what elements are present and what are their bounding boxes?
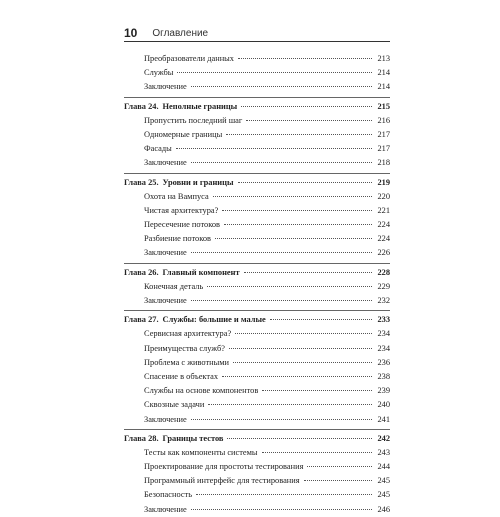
toc-entry-title: Заключение xyxy=(144,504,187,514)
toc-entry[interactable] xyxy=(124,114,390,128)
dot-leader xyxy=(307,466,372,467)
toc-entry-title: Одномерные границы xyxy=(144,129,223,139)
toc-entry[interactable] xyxy=(124,460,390,474)
chapter-title: Уровни и границы xyxy=(162,177,234,187)
dot-leader xyxy=(227,438,372,439)
toc-entry[interactable] xyxy=(124,294,390,308)
toc-entry-title: Службы на основе компонентов xyxy=(144,386,259,396)
toc-entry-title: Заключение xyxy=(144,158,187,168)
toc-entry[interactable] xyxy=(124,232,390,246)
chapter-label: Глава 24. xyxy=(124,101,159,111)
toc-chapter-28 xyxy=(124,429,390,517)
dot-leader xyxy=(262,452,372,453)
dot-leader xyxy=(246,120,372,121)
toc-chapter-24 xyxy=(124,97,390,171)
toc-entry-title: Программный интерфейс для тестирования xyxy=(144,476,300,486)
running-title: Оглавление xyxy=(152,28,209,39)
chapter-label: Глава 25. xyxy=(124,177,159,187)
toc-entry[interactable] xyxy=(124,156,390,170)
toc-entry[interactable] xyxy=(124,204,390,218)
chapter-title: Главный компонент xyxy=(162,267,240,277)
chapter-label: Глава 26. xyxy=(124,267,159,277)
table-of-contents xyxy=(124,52,390,517)
dot-leader xyxy=(270,319,372,320)
toc-entry[interactable] xyxy=(124,128,390,142)
toc-entry-page: 236 xyxy=(377,357,390,367)
dot-leader xyxy=(244,272,372,273)
dot-leader xyxy=(191,252,372,253)
toc-entry-page: 238 xyxy=(377,371,390,381)
toc-entry-page: 224 xyxy=(377,220,390,230)
toc-entry-title: Безопасность xyxy=(144,490,193,500)
toc-entry-page: 245 xyxy=(377,490,390,500)
chapter-page: 242 xyxy=(377,433,390,443)
dot-leader xyxy=(191,86,372,87)
toc-entry-page: 246 xyxy=(377,504,390,514)
chapter-title: Неполные границы xyxy=(162,101,238,111)
toc-entry-title: Разбиение потоков xyxy=(144,234,211,244)
toc-entry[interactable] xyxy=(124,356,390,370)
dot-leader xyxy=(222,210,372,211)
toc-entry-page: 244 xyxy=(377,462,390,472)
toc-entry-page: 226 xyxy=(377,248,390,258)
dot-leader xyxy=(215,238,372,239)
toc-entry-page: 217 xyxy=(377,144,390,154)
toc-entry[interactable] xyxy=(124,342,390,356)
dot-leader xyxy=(233,362,372,363)
toc-entry-page: 243 xyxy=(377,447,390,457)
toc-entry[interactable] xyxy=(124,80,390,94)
chapter-heading[interactable] xyxy=(124,313,390,327)
toc-entry-title: Заключение xyxy=(144,296,187,305)
dot-leader xyxy=(208,404,372,405)
toc-entry-title: Проблема с животными xyxy=(144,357,230,367)
toc-entry-page: 221 xyxy=(377,205,390,215)
toc-entry-title: Заключение xyxy=(144,82,187,92)
toc-entry-page: 217 xyxy=(377,129,390,139)
dot-leader xyxy=(177,72,372,73)
dot-leader xyxy=(196,494,372,495)
toc-entry-page: 240 xyxy=(377,400,390,410)
dot-leader xyxy=(238,58,372,59)
toc-entry-page: 216 xyxy=(377,115,390,125)
dot-leader xyxy=(176,148,372,149)
toc-entry-title: Заключение xyxy=(144,414,187,424)
toc-entry[interactable] xyxy=(124,190,390,204)
toc-entry-title: Конечная деталь xyxy=(144,281,204,291)
chapter-page: 215 xyxy=(377,101,390,111)
toc-entry-title: Заключение xyxy=(144,248,187,258)
toc-chapter-27 xyxy=(124,310,390,427)
chapter-heading[interactable] xyxy=(124,176,390,190)
toc-entry-title: Преимущества служб? xyxy=(144,343,225,353)
dot-leader xyxy=(191,300,372,301)
toc-entry-title: Тесты как компоненты системы xyxy=(144,447,258,457)
dot-leader xyxy=(207,286,372,287)
toc-entry[interactable] xyxy=(124,52,390,66)
toc-chapter-26 xyxy=(124,263,390,309)
dot-leader xyxy=(191,509,372,510)
chapter-heading[interactable] xyxy=(124,432,390,446)
toc-entry[interactable] xyxy=(124,246,390,260)
toc-section-continued xyxy=(124,52,390,95)
toc-entry-page: 239 xyxy=(377,386,390,396)
toc-entry-page: 232 xyxy=(377,296,390,305)
toc-entry[interactable] xyxy=(124,327,390,341)
chapter-title: Границы тестов xyxy=(162,433,224,443)
page-header xyxy=(124,27,390,42)
toc-entry-page: 213 xyxy=(377,54,390,63)
toc-chapter-25 xyxy=(124,173,390,261)
toc-entry-page: 241 xyxy=(377,414,390,424)
toc-entry-page: 220 xyxy=(377,191,390,201)
toc-entry[interactable] xyxy=(124,446,390,460)
toc-entry-title: Пропустить последний шаг xyxy=(144,115,243,125)
dot-leader xyxy=(241,106,372,107)
toc-entry[interactable] xyxy=(124,474,390,488)
toc-entry-title: Сквозные задачи xyxy=(144,400,205,410)
dot-leader xyxy=(238,182,373,183)
toc-entry[interactable] xyxy=(124,488,390,502)
toc-entry[interactable] xyxy=(124,503,390,517)
toc-entry[interactable] xyxy=(124,413,390,427)
chapter-heading[interactable] xyxy=(124,266,390,280)
chapter-title: Службы: большие и малые xyxy=(162,315,266,325)
toc-entry-page: 214 xyxy=(377,82,390,92)
toc-entry-page: 234 xyxy=(377,343,390,353)
chapter-heading[interactable] xyxy=(124,100,390,114)
dot-leader xyxy=(304,480,372,481)
dot-leader xyxy=(213,196,372,197)
toc-entry-page: 229 xyxy=(377,281,390,291)
dot-leader xyxy=(224,224,372,225)
toc-entry-page: 234 xyxy=(377,329,390,339)
chapter-page: 219 xyxy=(377,177,390,187)
toc-entry[interactable] xyxy=(124,280,390,294)
toc-entry[interactable] xyxy=(124,142,390,156)
chapter-page: 233 xyxy=(377,315,390,325)
toc-entry[interactable] xyxy=(124,66,390,80)
toc-entry[interactable] xyxy=(124,398,390,412)
toc-entry-title: Охота на Вампуса xyxy=(144,191,209,201)
toc-entry-page: 214 xyxy=(377,68,390,78)
chapter-page: 228 xyxy=(377,267,390,277)
toc-entry-title: Сервисная архитектура? xyxy=(144,329,232,339)
dot-leader xyxy=(235,333,372,334)
chapter-label: Глава 27. xyxy=(124,315,159,325)
toc-entry[interactable] xyxy=(124,218,390,232)
toc-entry-title: Проектирование для простоты тестирования xyxy=(144,462,304,472)
toc-entry-title: Пересечение потоков xyxy=(144,220,220,230)
dot-leader xyxy=(229,348,372,349)
toc-entry-page: 245 xyxy=(377,476,390,486)
page-number: 10 xyxy=(124,26,138,40)
dot-leader xyxy=(191,162,372,163)
dot-leader xyxy=(222,376,372,377)
chapter-label: Глава 28. xyxy=(124,433,159,443)
toc-entry[interactable] xyxy=(124,370,390,384)
dot-leader xyxy=(226,134,372,135)
toc-entry-title: Спасение в объектах xyxy=(144,371,219,381)
toc-entry-title: Преобразователи данных xyxy=(144,54,234,63)
dot-leader xyxy=(262,390,372,391)
toc-entry-title: Фасады xyxy=(144,144,172,154)
toc-entry[interactable] xyxy=(124,384,390,398)
toc-entry-page: 224 xyxy=(377,234,390,244)
toc-entry-title: Службы xyxy=(144,68,174,78)
dot-leader xyxy=(191,419,372,420)
toc-entry-title: Чистая архитектура? xyxy=(144,205,219,215)
toc-entry-page: 218 xyxy=(377,158,390,168)
